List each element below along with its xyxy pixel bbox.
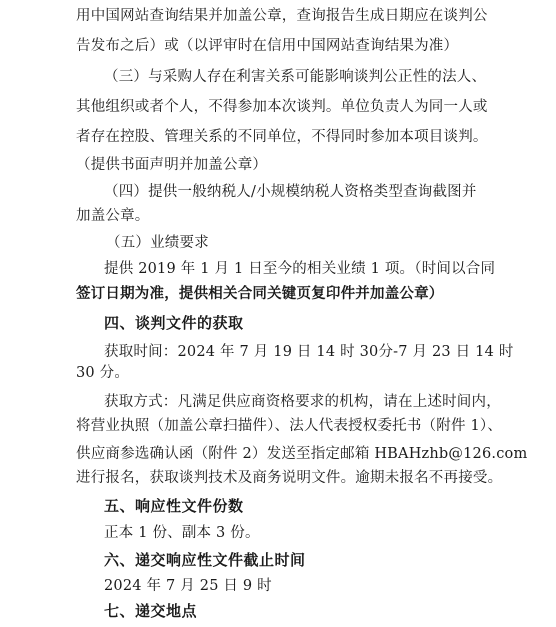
section-heading-7: 七、递交地点 <box>104 602 198 620</box>
text-line-8: 加盖公章。 <box>76 208 150 224</box>
text-line-3: （三）与采购人存在利害关系可能影响谈判公正性的法人、 <box>104 69 487 85</box>
text-line-13: 获取时间：2024 年 7 月 19 日 14 时 30分-7 月 23 日 14 时 <box>104 344 514 360</box>
text-line-5: 者存在控股、管理关系的不同单位，不得同时参加本项目谈判。 <box>76 129 488 145</box>
text-line-16: 将营业执照（加盖公章扫描件）、法人代表授权委托书（附件 1）、 <box>76 418 503 434</box>
text-line-1: 用中国网站查询结果并加盖公章，查询报告生成日期应在谈判公 <box>76 8 488 24</box>
text-line-17: 供应商参选确认函（附件 2）发送至指定邮箱 HBAHzhb@126.com <box>76 446 528 462</box>
text-line-14: 30 分。 <box>76 365 130 381</box>
text-line-22: 2024 年 7 月 25 日 9 时 <box>104 578 272 594</box>
text-line-2: 告发布之后）或（以评审时在信用中国网站查询结果为准） <box>76 38 459 54</box>
text-line-10: 提供 2019 年 1 月 1 日至今的相关业绩 1 项。（时间以合同 <box>104 261 496 277</box>
text-line-7: （四）提供一般纳税人/小规模纳税人资格类型查询截图并 <box>104 184 477 200</box>
section-heading-6: 六、递交响应性文件截止时间 <box>104 551 306 569</box>
section-heading-5: 五、响应性文件份数 <box>104 497 244 515</box>
text-line-11: 签订日期为准，提供相关合同关键页复印件并加盖公章） <box>76 285 444 302</box>
text-line-4: 其他组织或者个人，不得参加本次谈判。单位负责人为同一人或 <box>76 99 488 115</box>
section-heading-4: 四、谈判文件的获取 <box>104 314 244 332</box>
text-line-20: 正本 1 份、副本 3 份。 <box>104 525 260 541</box>
text-line-18: 进行报名，获取谈判技术及商务说明文件。逾期未报名不再接受。 <box>76 470 503 486</box>
text-line-6: （提供书面声明并加盖公章） <box>76 157 268 173</box>
text-line-9: （五）业绩要求 <box>106 235 209 251</box>
text-line-15: 获取方式：凡满足供应商资格要求的机构，请在上述时间内， <box>104 394 501 410</box>
